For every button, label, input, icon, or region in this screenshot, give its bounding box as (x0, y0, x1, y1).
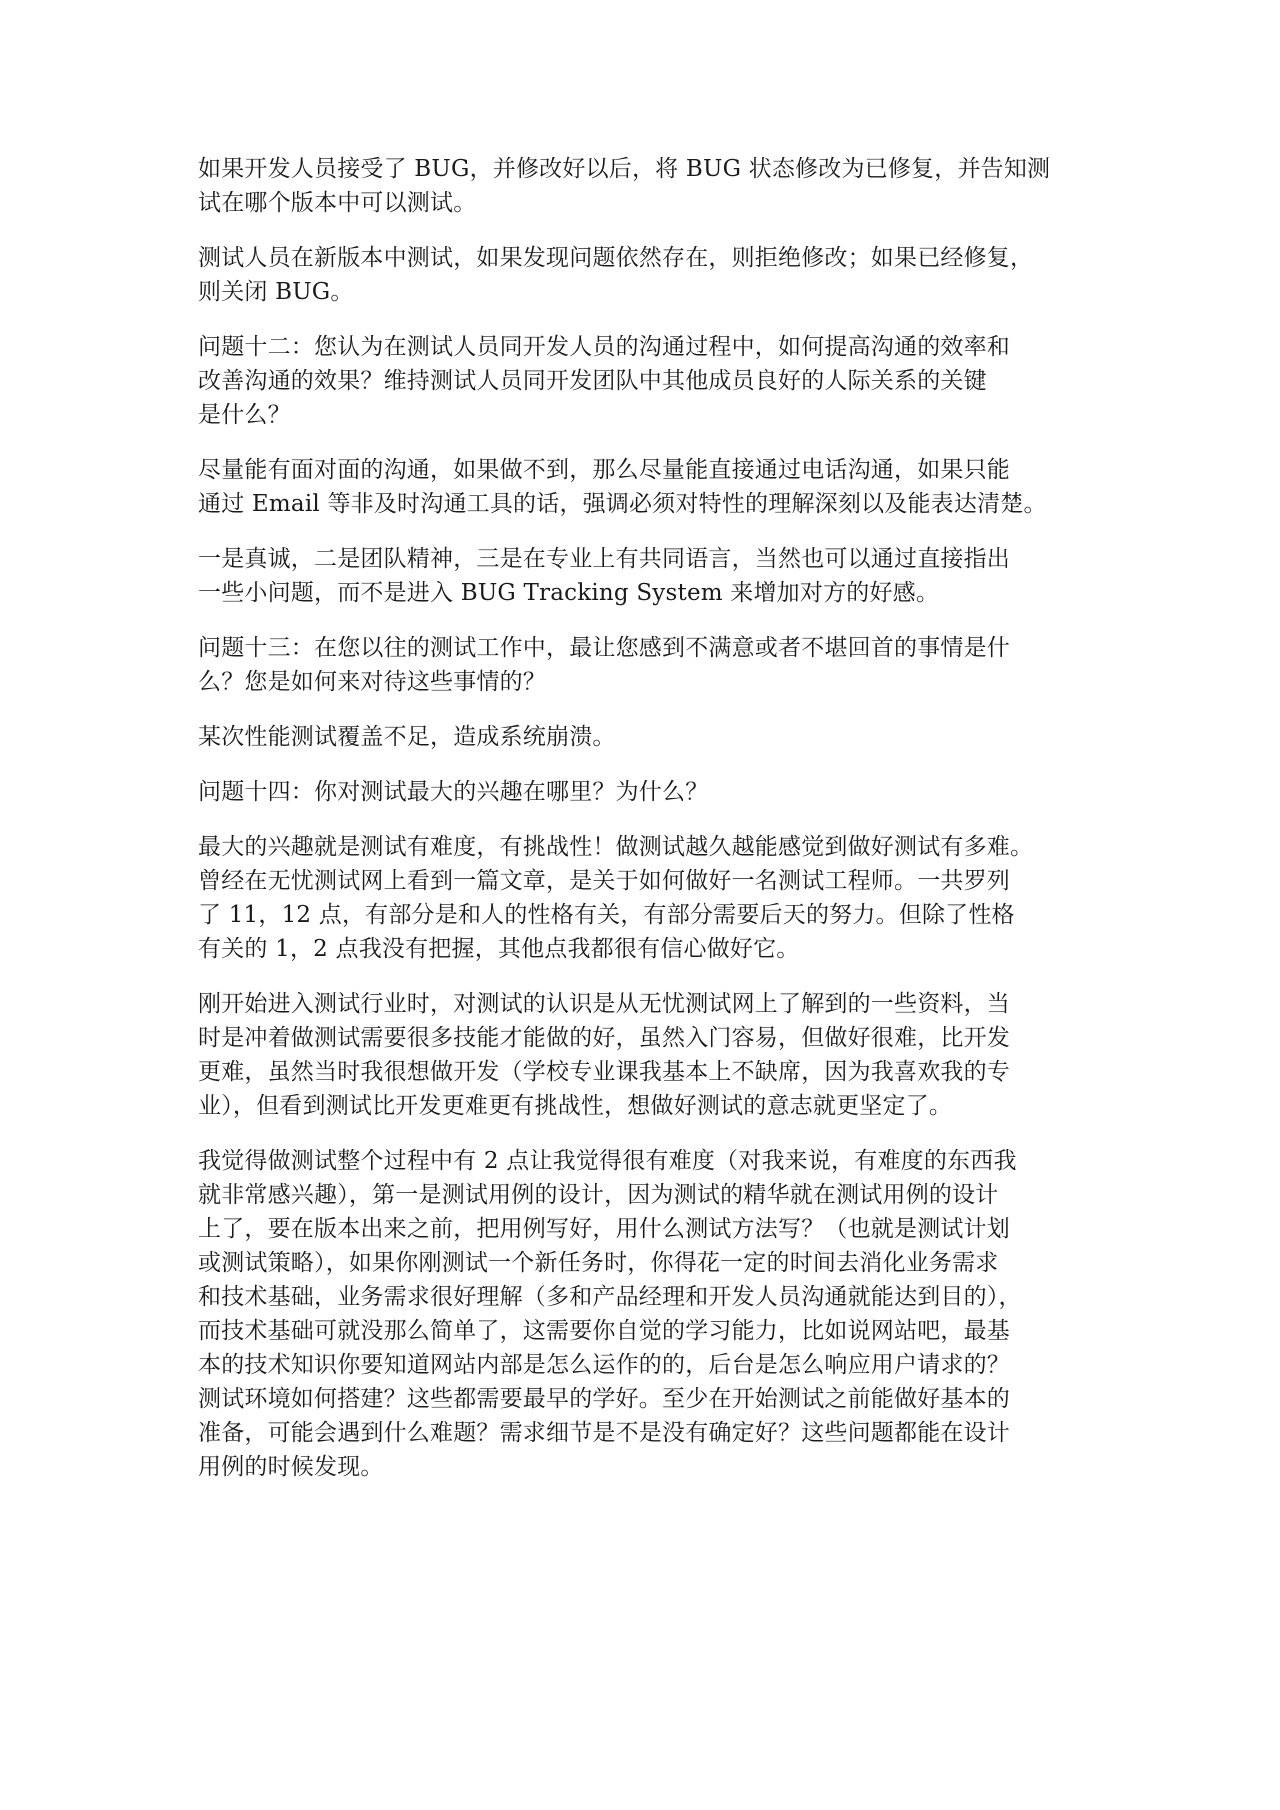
answer-13: 某次性能测试覆盖不足，造成系统崩溃。 (198, 724, 616, 750)
question-12: 问题十二：您认为在测试人员同开发人员的沟通过程中，如何提高沟通的效率和 改善沟通的效果？维持测试人员同开发团队中其他成员良好的人际关系的关键 是什么？ (198, 334, 1010, 428)
document-page (198, 152, 1098, 1505)
paragraph-retest: 测试人员在新版本中测试，如果发现问题依然存在，则拒绝修改；如果已经修复， 则关闭 BUG。 (198, 245, 1034, 305)
question-13: 问题十三：在您以往的测试工作中，最让您感到不满意或者不堪回首的事情是什 么？您是如何来对待这些事情的？ (198, 635, 1010, 695)
answer-14-beginning: 刚开始进入测试行业时，对测试的认识是从无忧测试网上了解到的一些资料，当 时是冲着做测试需要很多技能才能做的好，虽然入门容易，但做好很难，比开发 更难，虽然当时我很想做开发（学校专业课我基本上不缺席，因为我喜欢我的专 业），但看到测试比开发更难更有挑战性，想做好测试的意志就更坚定了。 (198, 991, 1010, 1119)
answer-14-interest: 最大的兴趣就是测试有难度，有挑战性！做测试越久越能感觉到做好测试有多难。 曾经在无忧测试网上看到一篇文章，是关于如何做好一名测试工程师。一共罗列 了 11，12 点，有部分是和人的性格有关，有部分需要后天的努力。但除了性格 有关的 1，2 点我没有把握，其他点我都很有信心做好它。 (198, 834, 1034, 962)
question-14: 问题十四：你对测试最大的兴趣在哪里？为什么？ (198, 779, 709, 805)
paragraph-bug-fixed: 如果开发人员接受了 BUG，并修改好以后，将 BUG 状态修改为已修复，并告知测 试在哪个版本中可以测试。 (198, 156, 1051, 216)
answer-14-difficulty: 我觉得做测试整个过程中有 2 点让我觉得很有难度（对我来说，有难度的东西我 就非常感兴趣），第一是测试用例的设计，因为测试的精华就在测试用例的设计 上了，要在版本出来之前，把用例写好，用什么测试方法写？（也就是测试计划 或测试策略），如果你刚测试一个新任务时，你得花一定的时间去消化业务需求 和技术基础，业务需求很好理解（多和产品经理和开发人员沟通就能达到目的）， 而技术基础可就没那么简单了，这需要你自觉的学习能力，比如说网站吧，最基 本的技术知识你要知道网站内部是怎么运作的的，后台是怎么响应用户请求的？ 测试环境如何搭建？这些都需要最早的学好。至少在开始测试之前能做好基本的 准备，可能会遇到什么难题？需求细节是不是没有确定好？这些问题都能在设计 用例的时候发现。 (198, 1148, 1022, 1480)
answer-12-communication: 尽量能有面对面的沟通，如果做不到，那么尽量能直接通过电话沟通，如果只能 通过 Email 等非及时沟通工具的话，强调必须对特性的理解深刻以及能表达清楚。 (198, 457, 1047, 517)
answer-12-relationship: 一是真诚，二是团队精神，三是在专业上有共同语言，当然也可以通过直接指出 一些小问题，而不是进入 BUG Tracking System 来增加对方的好感。 (198, 546, 1010, 606)
